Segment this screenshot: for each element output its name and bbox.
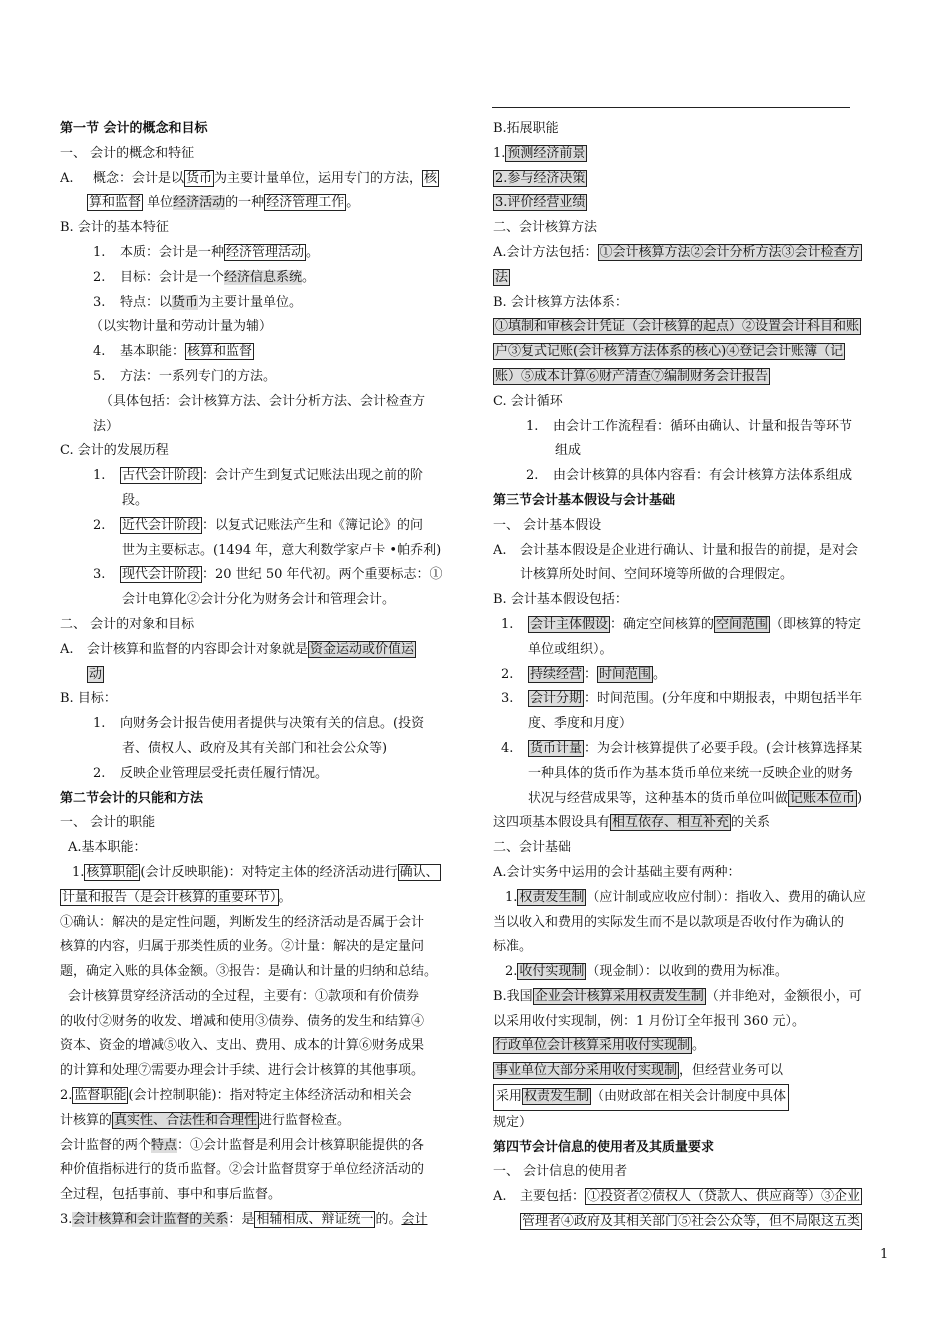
list-item [493, 687, 891, 712]
highlight: 权责发生制 [524, 1089, 590, 1105]
text-line [493, 985, 891, 1010]
list-item [60, 464, 460, 489]
highlight: 特点 [151, 1137, 178, 1153]
text-line [60, 1134, 460, 1159]
text-line [493, 960, 891, 985]
highlight: 监督职能 [74, 1088, 127, 1104]
marker: A. [60, 641, 74, 657]
text: 计核算的 [60, 1112, 113, 1128]
highlight: 古代会计阶段 [122, 468, 201, 484]
text-line: 种价值指标进行的货币监督。②会计监督贯穿于单位经济活动的 [60, 1162, 425, 1178]
text-line [493, 315, 891, 340]
highlight: 资金运动或价值运 [310, 641, 415, 657]
highlight: 持续经营 [530, 666, 583, 682]
text: ：20 世纪 50 年代初。两个重要标志：① [202, 567, 443, 583]
list-item [493, 464, 891, 489]
list-item [493, 737, 891, 762]
highlight: 计量和报告（是会计核算的重要环节） [62, 889, 277, 905]
text: (会计反映职能)：对特定主体的经济活动进行 [140, 864, 398, 880]
text-line: （具体包括：会计核算方法、会计分析方法、会计检查方 [100, 393, 426, 409]
highlight: 空间范围 [716, 616, 769, 632]
text: ：是 [228, 1212, 255, 1228]
text-line [60, 886, 460, 911]
text-line [60, 861, 460, 886]
highlight: 算和监督 [89, 195, 142, 211]
highlight: 核 [424, 170, 438, 186]
marker: 1. [72, 864, 85, 880]
text: 会计监督的两个 [60, 1137, 152, 1153]
text-line: 规定） [493, 1114, 533, 1130]
text-line: 一种具体的货币作为基本货币单位来统一反映企业的财务 [528, 765, 854, 781]
text: 会计基本假设是企业进行确认、计量和报告的前提，是对会 [520, 542, 859, 558]
text-line [493, 886, 891, 911]
marker: 2. [93, 517, 106, 533]
text: 主要包括： [520, 1189, 586, 1205]
text-line [493, 1210, 891, 1235]
marker: 1. [93, 244, 106, 260]
highlight: 会计核算和会计监督的关系 [72, 1212, 229, 1228]
text-line: 标准。 [493, 939, 533, 955]
highlight: 核算和监督 [187, 344, 253, 360]
page-number: 1 [880, 1247, 889, 1262]
text: （即核算的特定 [770, 616, 862, 632]
text: （现金制）：以收到的费用为标准。 [586, 964, 788, 980]
text-line: 当以收入和费用的实际发生而不是以款项是否收付作为确认的 [493, 914, 845, 930]
text-line [493, 365, 891, 390]
text: ：确定空间核算的 [610, 616, 715, 632]
heading: 一、 会计信息的使用者 [493, 1164, 628, 1180]
text-line: A.会计实务中运用的会计基础主要有两种： [493, 864, 741, 880]
text-line [493, 191, 891, 216]
text: （并非绝对，金额很小，可 [705, 988, 862, 1004]
heading: 二、会计基础 [493, 840, 572, 856]
text-frame [493, 1084, 789, 1111]
top-rule [492, 107, 850, 108]
text: 的。 [375, 1212, 402, 1228]
text-line: 会计核算贯穿经济活动的全过程，主要有：①款项和有价债券 [68, 988, 420, 1004]
text: 会计 [401, 1212, 428, 1228]
text: 反映企业管理层受托责任履行情况。 [120, 765, 329, 781]
highlight: 现代会计阶段 [122, 567, 201, 583]
text: 基本职能： [120, 344, 186, 360]
text: 。 [302, 269, 316, 285]
text: 概念：会计是以 [93, 170, 185, 186]
text: 的关系 [731, 815, 771, 831]
text: 。 [306, 244, 320, 260]
text: 进行监督检查。 [259, 1112, 351, 1128]
highlight: ①填制和审核会计凭证（会计核算的起点）②设置会计科目和账 [495, 319, 860, 335]
text-line: 资本、资金的增减⑤收入、支出、费用、成本的计算⑥财务成果 [60, 1038, 425, 1054]
section-1-title: 第一节 会计的概念和目标 [60, 121, 208, 136]
list-item [60, 514, 460, 539]
text-line [493, 340, 891, 365]
text: ：①会计监督是利用会计核算职能提供的各 [177, 1137, 425, 1153]
marker: 2. [505, 964, 518, 980]
text: 为主要计量单位，运用专门的方法， [214, 170, 423, 186]
heading: B. 会计基本假设包括： [493, 592, 628, 608]
text-line [493, 142, 891, 167]
text-line [60, 1109, 460, 1134]
marker: 2. [501, 666, 514, 682]
marker: 2. [60, 1088, 73, 1104]
highlight: 企业会计核算采用权责发生制 [534, 988, 704, 1004]
text-line: （以实物计量和劳动计量为辅） [90, 319, 273, 335]
text: 向财务会计报告使用者提供与决策有关的信息。(投资 [120, 716, 425, 732]
text: 这四项基本假设具有 [493, 815, 611, 831]
highlight: 行政单位会计核算采用收付实现制 [495, 1038, 691, 1054]
text-line [493, 241, 891, 266]
highlight: 账）⑤成本计算⑥财产清查⑦编制财务会计报告 [495, 368, 769, 384]
text-line [493, 787, 891, 812]
marker: 1. [93, 716, 106, 732]
heading: 二、 会计的对象和目标 [60, 616, 195, 632]
highlight: 户③复式记账(会计核算方法体系的核心)④登记会计账簿（记 [495, 344, 844, 360]
marker: 2. [93, 765, 106, 781]
text-line [60, 638, 460, 663]
text: ：以复式记账法产生和《簿记论》的问 [202, 517, 424, 533]
heading: 一、 会计的概念和特征 [60, 145, 195, 161]
text-line [60, 1084, 460, 1109]
marker: 5. [93, 368, 106, 384]
text: (会计控制职能)：指对特定主体经济活动和相关会 [128, 1088, 412, 1104]
text: 本质：会计是一种 [120, 244, 225, 260]
text: A.会计方法包括： [493, 244, 598, 260]
heading: C. 会计的发展历程 [60, 443, 169, 459]
heading: B. 会计的基本特征 [60, 220, 169, 236]
text: 。 [278, 889, 292, 905]
highlight: 法 [495, 269, 509, 285]
text: 由会计工作流程看：循环由确认、计量和报告等环节 [553, 418, 853, 434]
highlight: 会计主体假设 [530, 616, 609, 632]
heading: 一、 会计的职能 [60, 815, 156, 831]
highlight: 货币 [186, 170, 213, 186]
list-item [60, 365, 460, 390]
text-line: 题，确定入账的具体金额。③报告：是确认和计量的归纳和总结。 [60, 964, 438, 980]
text-line [493, 1059, 891, 1084]
section-4-title: 第四节会计信息的使用者及其质量要求 [493, 1139, 715, 1155]
highlight: 经济管理活动 [226, 244, 305, 260]
heading: A.基本职能： [68, 840, 147, 856]
highlight: 经济活动 [173, 195, 226, 211]
list-item [493, 663, 891, 688]
highlight: 核算职能 [86, 864, 139, 880]
heading: 二、会计核算方法 [493, 220, 598, 236]
highlight: ①会计核算方法②会计分析方法③会计检查方 [599, 244, 860, 260]
text: ：为会计核算提供了必要手段。(会计核算选择某 [584, 740, 863, 756]
marker: 4. [501, 740, 514, 756]
highlight: 会计分期 [530, 691, 583, 707]
text-line: 法） [93, 418, 120, 434]
text-line: 的收付②财务的收发、增减和使用③债券、债务的发生和结算④ [60, 1013, 425, 1029]
text-line: 段。 [122, 492, 149, 508]
highlight: 确认、 [399, 864, 439, 880]
text-line [60, 1208, 460, 1233]
section-2-title: 第二节会计的只能和方法 [60, 790, 204, 806]
list-item [60, 712, 460, 737]
section-3-title: 第三节会计基本假设与会计基础 [493, 492, 676, 508]
highlight: 经济管理工作 [266, 195, 345, 211]
heading: B. 目标： [60, 691, 117, 707]
marker: 1. [493, 145, 506, 161]
text: ，但经营业务可以 [679, 1063, 784, 1079]
text-line [493, 167, 891, 192]
text: ：时间范围。(分年度和中期报表，中期包括半年 [584, 691, 863, 707]
highlight: 时间范围 [599, 666, 652, 682]
text-line [493, 1185, 891, 1210]
text: （由财政部在相关会计制度中具体 [591, 1089, 787, 1105]
text: 。 [653, 666, 667, 682]
right-column [493, 117, 891, 1235]
list-item [60, 266, 460, 291]
marker: 1. [501, 616, 514, 632]
highlight: 货币 [172, 294, 199, 310]
marker: 1. [526, 418, 539, 434]
marker: 2. [526, 468, 539, 484]
text-line [493, 266, 891, 291]
list-item [60, 563, 460, 588]
text-line [493, 1034, 891, 1059]
marker: 1. [505, 889, 518, 905]
left-column [60, 117, 460, 1233]
highlight: 收付实现制 [519, 964, 585, 980]
list-item [60, 340, 460, 365]
marker: A. [493, 542, 507, 558]
highlight: 经济信息系统 [224, 269, 303, 285]
text-line [493, 539, 891, 564]
marker: 3. [60, 1212, 73, 1228]
text: ) [857, 790, 863, 806]
heading: B. 会计核算方法体系： [493, 294, 628, 310]
text: 的一种 [225, 195, 265, 211]
text-line: 以采用收付实现制，例：1 月份订全年报刊 360 元）。 [493, 1013, 805, 1029]
highlight: 管理者④政府及其相关部门⑤社会公众等，但不局限这五类 [522, 1214, 861, 1230]
text-line: 单位或组织）。 [528, 641, 613, 657]
text-line: 计核算所处时间、空间环境等所做的合理假定。 [520, 567, 794, 583]
text: ： [584, 666, 598, 682]
text-line [493, 811, 891, 836]
marker: 2. [93, 269, 106, 285]
text-line: 的计算和处理⑦需要办理会计手续、进行会计核算的其他事项。 [60, 1063, 425, 1079]
text-line [60, 663, 460, 688]
text: B.我国 [493, 988, 533, 1004]
marker: 3. [501, 691, 514, 707]
highlight: 3.评价经营业绩 [495, 195, 586, 211]
text: 为主要计量单位。 [198, 294, 303, 310]
text: 特点：以 [120, 294, 173, 310]
text-line: 组成 [555, 443, 582, 459]
text-line [60, 167, 460, 192]
highlight: 近代会计阶段 [122, 517, 201, 533]
list-item [493, 415, 891, 440]
text-line: 世为主要标志。(1494 年，意大利数学家卢卡 •帕乔利) [122, 542, 442, 558]
highlight: 相辅相成、辩证统一 [256, 1212, 374, 1228]
text-line: 核算的内容，归属于那类性质的业务。②计量：解决的是定量问 [60, 939, 425, 955]
text: ：会计产生到复式记账法出现之前的阶 [202, 468, 424, 484]
marker: A. [493, 1189, 507, 1205]
highlight: 相互依存、相互补充 [612, 815, 730, 831]
text: 由会计核算的具体内容看：有会计核算方法体系组成 [553, 468, 853, 484]
heading: B.拓展职能 [493, 121, 559, 136]
marker: A. [60, 170, 74, 186]
text: （应计制或应收应付制）：指收入、费用的确认应 [586, 889, 866, 905]
highlight: 记账本位币 [790, 790, 856, 806]
text-line: 全过程，包括事前、事中和事后监督。 [60, 1187, 282, 1203]
text-line: ①确认：解决的是定性问题，判断发生的经济活动是否属于会计 [60, 914, 425, 930]
text: 。 [692, 1038, 706, 1054]
text-line [60, 191, 460, 216]
marker: 4. [93, 344, 106, 360]
text: 目标：会计是一个 [120, 269, 225, 285]
text-line: 度、季度和月度） [528, 716, 633, 732]
heading: 一、 会计基本假设 [493, 517, 602, 533]
marker: 3. [93, 567, 106, 583]
highlight: ①投资者②债权人（贷款人、供应商等）③企业 [587, 1189, 861, 1205]
list-item [60, 762, 460, 787]
heading: C. 会计循环 [493, 393, 563, 409]
highlight: 动 [89, 666, 103, 682]
highlight: 预测经济前景 [507, 145, 586, 161]
highlight: 真实性、合法性和合理性 [114, 1112, 258, 1128]
highlight: 事业单位大部分采用收付实现制 [495, 1063, 678, 1079]
highlight: 货币计量 [530, 740, 583, 756]
highlight: 2.参与经济决策 [495, 170, 586, 186]
highlight: 权责发生制 [519, 889, 585, 905]
list-item [60, 241, 460, 266]
marker: 1. [93, 468, 106, 484]
marker: 3. [93, 294, 106, 310]
text: 单位 [143, 195, 174, 211]
text: 状况与经营成果等，这种基本的货币单位叫做 [528, 790, 789, 806]
text: 方法：一系列专门的方法。 [120, 368, 277, 384]
list-item [493, 613, 891, 638]
text-line: 者、债权人、政府及其有关部门和社会公众等) [122, 740, 388, 756]
text: 。 [346, 195, 360, 211]
text: 采用 [496, 1089, 523, 1105]
text-line [493, 1084, 891, 1111]
text: 会计核算和监督的内容即会计对象就是 [87, 641, 309, 657]
list-item [60, 291, 460, 316]
text-line: 会计电算化②会计分化为财务会计和管理会计。 [122, 592, 396, 608]
